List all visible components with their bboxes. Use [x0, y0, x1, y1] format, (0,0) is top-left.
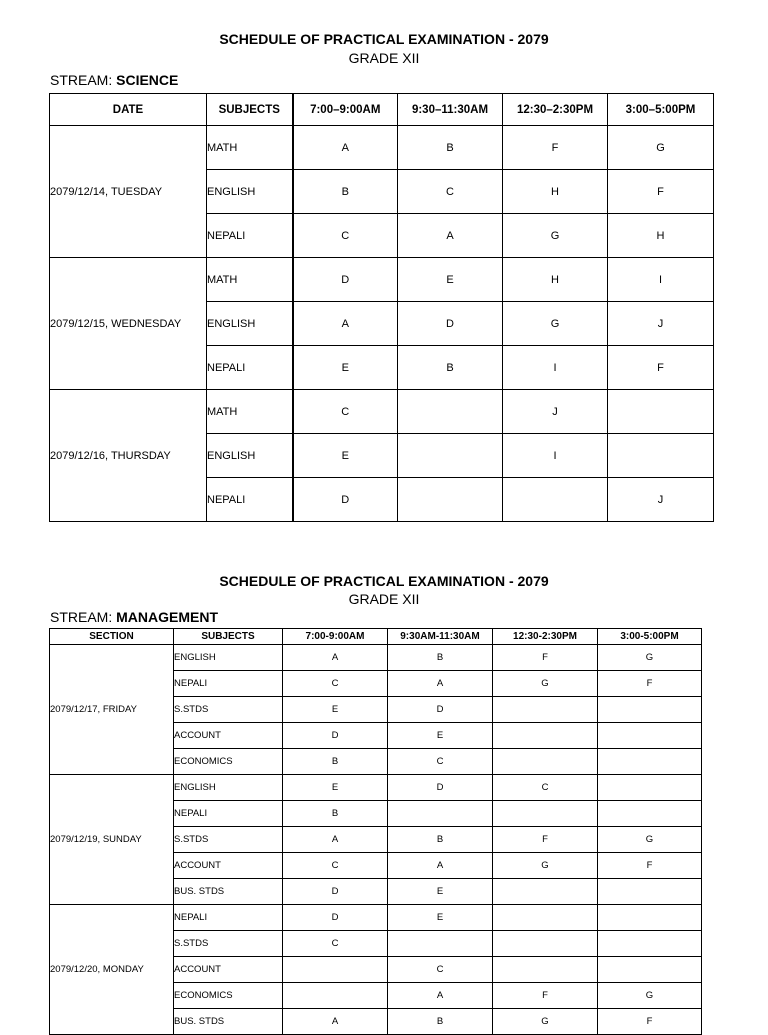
section-cell	[493, 801, 598, 827]
section-cell: G	[493, 671, 598, 697]
section-cell: D	[293, 258, 398, 302]
section-cell: B	[398, 346, 503, 390]
section-cell: E	[398, 258, 503, 302]
section-cell: A	[388, 853, 493, 879]
subject-cell: NEPALI	[174, 671, 283, 697]
section-cell: D	[388, 775, 493, 801]
section-cell: I	[503, 346, 608, 390]
date-cell: 2079/12/16, THURSDAY	[50, 390, 207, 522]
section-cell	[503, 478, 608, 522]
section-cell: A	[283, 645, 388, 671]
subject-cell: ECONOMICS	[174, 983, 283, 1009]
section-cell	[493, 879, 598, 905]
header-slot-2: 9:30–11:30AM	[398, 94, 503, 126]
table-row	[50, 905, 702, 931]
section-cell: B	[388, 827, 493, 853]
section-cell	[283, 957, 388, 983]
section-cell: D	[293, 478, 398, 522]
subject-cell: NEPALI	[174, 801, 283, 827]
subject-cell: ENGLISH	[174, 645, 283, 671]
section-cell	[388, 801, 493, 827]
section-cell: F	[608, 346, 714, 390]
section-cell: B	[283, 801, 388, 827]
stream-name: MANAGEMENT	[116, 609, 219, 625]
header-slot-1: 7:00-9:00AM	[283, 629, 388, 645]
section-cell: E	[388, 905, 493, 931]
header-date: DATE	[50, 94, 207, 126]
date-cell: 2079/12/17, FRIDAY	[50, 645, 174, 775]
section-cell: A	[283, 827, 388, 853]
section-cell: E	[283, 697, 388, 723]
section-cell	[598, 749, 702, 775]
header-slot-3: 12:30–2:30PM	[503, 94, 608, 126]
section-cell: D	[283, 723, 388, 749]
science-stream	[50, 72, 178, 88]
section-cell: B	[388, 1009, 493, 1035]
section-cell: C	[493, 775, 598, 801]
section-cell: G	[598, 827, 702, 853]
stream-label: STREAM:	[50, 609, 113, 625]
section-cell: F	[598, 671, 702, 697]
section-cell: A	[388, 671, 493, 697]
section-cell: D	[283, 905, 388, 931]
section-cell: A	[293, 126, 398, 170]
date-cell: 2079/12/20, MONDAY	[50, 905, 174, 1035]
section-cell: H	[503, 258, 608, 302]
section-cell: I	[503, 434, 608, 478]
table-row	[50, 258, 714, 302]
subject-cell: MATH	[207, 390, 293, 434]
section-cell: G	[493, 853, 598, 879]
section-cell: B	[388, 645, 493, 671]
section-cell: C	[283, 931, 388, 957]
science-schedule-table	[49, 93, 714, 522]
section-cell	[493, 697, 598, 723]
section-cell: F	[598, 853, 702, 879]
subject-cell: S.STDS	[174, 931, 283, 957]
management-schedule-table	[49, 628, 702, 1035]
header-section: SECTION	[50, 629, 174, 645]
section-cell: I	[608, 258, 714, 302]
section-cell: G	[493, 1009, 598, 1035]
subject-cell: ENGLISH	[207, 170, 293, 214]
section-cell: C	[398, 170, 503, 214]
section-cell: F	[608, 170, 714, 214]
table-row	[50, 645, 702, 671]
section-cell: C	[388, 749, 493, 775]
section-cell	[493, 957, 598, 983]
section-cell	[598, 905, 702, 931]
subject-cell: BUS. STDS	[174, 879, 283, 905]
header-subjects: SUBJECTS	[174, 629, 283, 645]
section-cell	[398, 434, 503, 478]
section-cell	[608, 390, 714, 434]
management-grade: GRADE XII	[348, 591, 420, 607]
section-cell	[608, 434, 714, 478]
subject-cell: ENGLISH	[174, 775, 283, 801]
section-cell: B	[283, 749, 388, 775]
subject-cell: NEPALI	[207, 214, 293, 258]
section-cell	[493, 905, 598, 931]
section-cell	[598, 697, 702, 723]
table-header-row	[50, 94, 714, 126]
subject-cell: NEPALI	[174, 905, 283, 931]
section-cell: A	[293, 302, 398, 346]
section-cell: G	[503, 214, 608, 258]
section-cell	[388, 931, 493, 957]
section-cell: A	[388, 983, 493, 1009]
science-grade: GRADE XII	[348, 50, 420, 66]
header-subjects: SUBJECTS	[207, 94, 293, 126]
section-cell	[598, 957, 702, 983]
subject-cell: ECONOMICS	[174, 749, 283, 775]
header-slot-2: 9:30AM-11:30AM	[388, 629, 493, 645]
section-cell: A	[398, 214, 503, 258]
section-cell: D	[388, 697, 493, 723]
section-cell	[398, 390, 503, 434]
subject-cell: ACCOUNT	[174, 723, 283, 749]
section-cell: G	[598, 983, 702, 1009]
section-cell: C	[293, 390, 398, 434]
section-cell: C	[388, 957, 493, 983]
section-cell: C	[293, 214, 398, 258]
section-cell: B	[398, 126, 503, 170]
date-cell: 2079/12/15, WEDNESDAY	[50, 258, 207, 390]
table-header-row	[50, 629, 702, 645]
section-cell: J	[503, 390, 608, 434]
header-slot-4: 3:00-5:00PM	[598, 629, 702, 645]
section-cell	[598, 931, 702, 957]
section-cell	[598, 775, 702, 801]
management-title: SCHEDULE OF PRACTICAL EXAMINATION - 2079	[219, 573, 549, 589]
section-cell: H	[608, 214, 714, 258]
section-cell: E	[388, 879, 493, 905]
science-title: SCHEDULE OF PRACTICAL EXAMINATION - 2079	[219, 31, 549, 47]
subject-cell: NEPALI	[207, 346, 293, 390]
section-cell	[598, 879, 702, 905]
section-cell: J	[608, 478, 714, 522]
header-slot-3: 12:30-2:30PM	[493, 629, 598, 645]
section-cell: D	[398, 302, 503, 346]
section-cell: D	[283, 879, 388, 905]
date-cell: 2079/12/19, SUNDAY	[50, 775, 174, 905]
subject-cell: ENGLISH	[207, 434, 293, 478]
section-cell	[598, 801, 702, 827]
section-cell: G	[608, 126, 714, 170]
section-cell: E	[293, 346, 398, 390]
section-cell	[598, 723, 702, 749]
header-slot-4: 3:00–5:00PM	[608, 94, 714, 126]
section-cell: F	[493, 645, 598, 671]
table-row	[50, 126, 714, 170]
table-row	[50, 775, 702, 801]
stream-name: SCIENCE	[116, 72, 179, 88]
section-cell: A	[283, 1009, 388, 1035]
header-slot-1: 7:00–9:00AM	[293, 94, 398, 126]
section-cell: F	[503, 126, 608, 170]
section-cell: J	[608, 302, 714, 346]
section-cell: F	[598, 1009, 702, 1035]
section-cell: H	[503, 170, 608, 214]
subject-cell: ACCOUNT	[174, 853, 283, 879]
subject-cell: MATH	[207, 258, 293, 302]
section-cell	[283, 983, 388, 1009]
section-cell: C	[283, 671, 388, 697]
management-stream	[50, 609, 218, 625]
section-cell: B	[293, 170, 398, 214]
subject-cell: ENGLISH	[207, 302, 293, 346]
subject-cell: S.STDS	[174, 827, 283, 853]
subject-cell: MATH	[207, 126, 293, 170]
stream-label: STREAM:	[50, 72, 113, 88]
section-cell: E	[388, 723, 493, 749]
section-cell	[493, 931, 598, 957]
section-cell: E	[293, 434, 398, 478]
subject-cell: ACCOUNT	[174, 957, 283, 983]
section-cell	[398, 478, 503, 522]
section-cell	[493, 749, 598, 775]
subject-cell: BUS. STDS	[174, 1009, 283, 1035]
subject-cell: S.STDS	[174, 697, 283, 723]
subject-cell: NEPALI	[207, 478, 293, 522]
section-cell: G	[503, 302, 608, 346]
section-cell: F	[493, 827, 598, 853]
section-cell	[493, 723, 598, 749]
section-cell: C	[283, 853, 388, 879]
date-cell: 2079/12/14, TUESDAY	[50, 126, 207, 258]
section-cell: F	[493, 983, 598, 1009]
section-cell: E	[283, 775, 388, 801]
table-row	[50, 390, 714, 434]
section-cell: G	[598, 645, 702, 671]
